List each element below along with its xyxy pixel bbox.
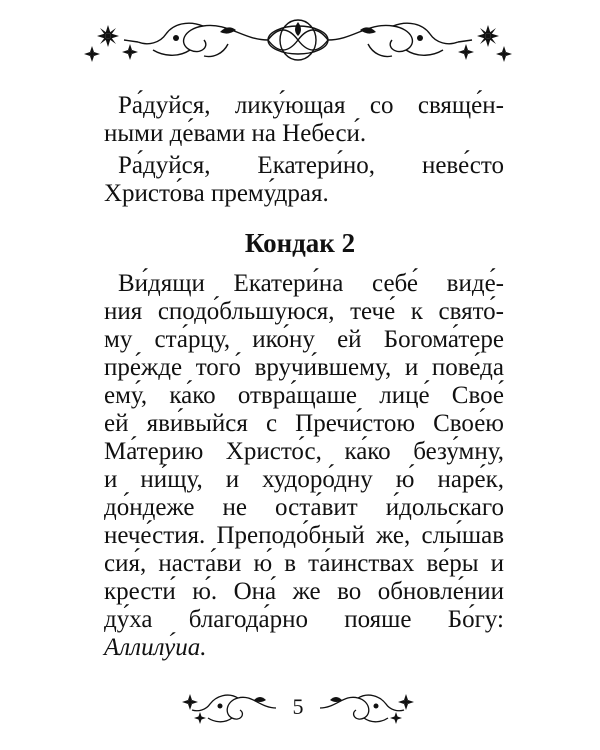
verse-paragraph-2 <box>104 152 504 208</box>
bottom-left-floral-ornament <box>180 686 280 728</box>
kondak-line: пре́жде того́ вручи́вшему, и пове́да <box>104 354 504 381</box>
kondak-line: Ма́терию Христо́с, ка́ко безу́мну, <box>104 438 504 465</box>
verse-line: Христо́ва прему́драя. <box>104 180 329 207</box>
kondak-line: до́ндеже не оста́вит и́дольскаго <box>104 494 504 521</box>
kondak-line: ей яви́выйся с Пречи́стою Свое́ю <box>104 410 504 437</box>
kondak-line: сия́, наста́ви ю́ в та́инствах ве́ры и <box>104 550 504 577</box>
kondak-body <box>104 270 504 662</box>
bottom-right-floral-ornament <box>316 686 416 728</box>
kondak-line: му ста́рцу, ико́ну ей Богома́тере <box>104 326 504 353</box>
top-floral-ornament <box>78 14 518 66</box>
kondak-line: нече́стия. Преподо́бный же, слы́шав <box>104 522 504 549</box>
kondak-line: и ни́щу, и худоро́дну ю́ наре́к, <box>104 466 504 493</box>
verse-line: Ра́дуйся, Екатери́но, неве́сто <box>118 152 504 179</box>
verse-line: Ра́дуйся, лику́ющая со свяще́н- <box>118 92 504 119</box>
verse-line: ными де́вами на Небеси́. <box>104 120 367 147</box>
kondak-line: ему́, ка́ко отвра́щаше лице́ Свое́ <box>104 382 504 409</box>
kondak-line: ния сподо́бльшуюся, тече́ к свято́- <box>104 298 504 325</box>
kondak-line: Ви́дящи Екатери́на себе́ виде́- <box>118 270 504 297</box>
kondak-line: ду́ха благода́рно пояше Бо́гу: <box>104 606 504 633</box>
kondak-line: крести́ ю́. Она́ же во обновле́нии <box>104 578 504 605</box>
page-number: 5 <box>292 694 304 719</box>
verse-paragraph-1 <box>104 92 504 148</box>
kondak-heading: Кондак 2 <box>244 228 356 258</box>
alleluia-closing: Аллилу́иа. <box>104 634 207 661</box>
